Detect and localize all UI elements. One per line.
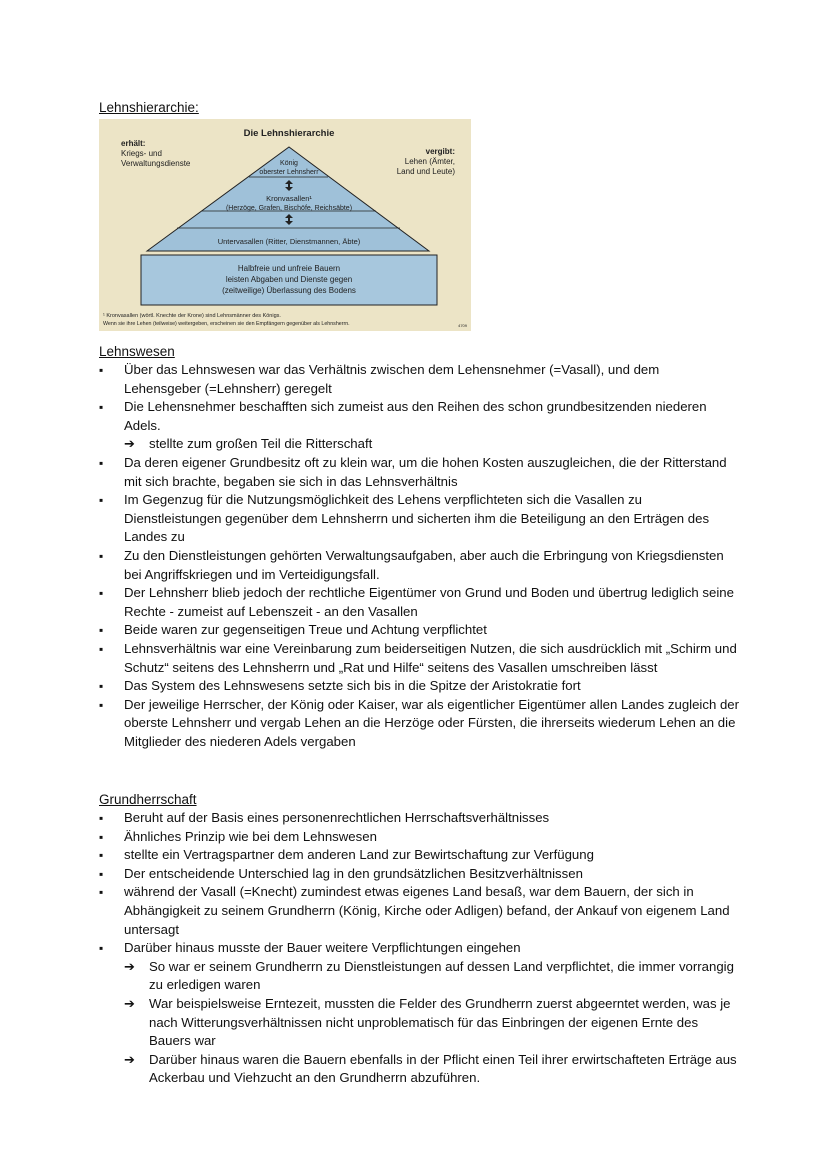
right-label-title: vergibt: (425, 147, 455, 156)
list-item (99, 491, 739, 547)
right-label-line: Land und Leute) (396, 167, 455, 176)
list-item (99, 361, 739, 398)
list-item (99, 939, 739, 958)
list-item-text: Zu den Dienstleistungen gehörten Verwaltungsaufgaben, aber auch die Erbringung von Kriegsdiensten bei Angriffskriegen und im Verteidigungsfall. (124, 547, 724, 582)
list-item (99, 828, 739, 847)
list-item-text: Darüber hinaus waren die Bauern ebenfalls in der Pflicht einen Teil ihrer erwirtschafteten Erträge aus Ackerbau und Viehzucht an den Grundherrn abzuführen. (149, 1051, 737, 1086)
arrow-right-icon: ➔ (124, 1051, 135, 1067)
list-item-text: Über das Lehnswesen war das Verhältnis zwischen dem Lehensnehmer (=Vasall), und dem Lehensgeber (=Lehnsherr) geregelt (124, 362, 660, 396)
left-label-title: erhält: (121, 139, 146, 148)
arrow-right-icon: ➔ (124, 436, 135, 452)
right-label-line: Lehen (Ämter, (404, 157, 455, 166)
level-untervasallen: Untervasallen (Ritter, Dienstmannen, Äbte) (217, 237, 361, 246)
list-item (99, 677, 739, 696)
diagram-code: 4709 (458, 323, 467, 328)
arrow-item (99, 995, 739, 1051)
heading-lehnswesen: Lehnswesen (99, 344, 175, 359)
heading-lehnshierarchie: Lehnshierarchie: (99, 100, 199, 115)
base-line: Halbfreie und unfreie Bauern (237, 264, 341, 273)
lehnshierarchie-diagram (99, 119, 471, 331)
list-item (99, 883, 739, 939)
list-item (99, 640, 739, 677)
list-item-text: stellte ein Vertragspartner dem anderen Land zur Bewirtschaftung zur Verfügung (124, 847, 594, 863)
arrow-right-icon: ➔ (124, 995, 135, 1011)
list-item (99, 865, 739, 884)
list-item-text: Beide waren zur gegenseitigen Treue und Achtung verpflichtet (124, 622, 487, 638)
diagram-footnote: ¹ Kronvasallen (wörtl. Knechte der Krone) sind Lehnsmänner des Königs. (103, 313, 281, 319)
left-label-line: Verwaltungsdienste (121, 159, 191, 168)
level-kronvasallen-sub: (Herzöge, Grafen, Bischöfe, Reichsäbte) (225, 205, 353, 212)
list-item-text: Das System des Lehnswesens setzte sich bis in die Spitze der Aristokratie fort (124, 678, 581, 694)
grundherrschaft-list (99, 809, 739, 1088)
list-item (99, 621, 739, 640)
list-item (99, 584, 739, 621)
list-item (99, 696, 739, 752)
base-line: (zeitweilige) Überlassung des Bodens (222, 286, 356, 295)
arrow-item (99, 435, 739, 454)
list-item (99, 454, 739, 491)
list-item-text: War beispielsweise Erntezeit, mussten die Felder des Grundherrn zuerst abgeerntet werden, was je nach Witterungsverhältnissen nicht unproblematisch für das Einbringen der eigenen Ernte des Bauers war (149, 995, 731, 1049)
arrow-item (99, 958, 739, 995)
list-item-text: Der Lehnsherr blieb jedoch der rechtliche Eigentümer von Grund und Boden und übertrug lediglich seine Rechte - zumeist auf Lebenszeit - an den Vasallen (124, 585, 734, 619)
level-koenig-sub: oberster Lehnsherr (259, 169, 319, 176)
list-item-text: Ähnliches Prinzip wie bei dem Lehnswesen (124, 828, 377, 844)
level-koenig: König (280, 160, 298, 167)
list-item-text: Da deren eigener Grundbesitz oft zu klein war, um die hohen Kosten auszugleichen, die der Ritterstand mit sich brachte, begaben sie sich in das Lehnsverhältnis (124, 454, 727, 489)
list-item (99, 398, 739, 435)
list-item-text: Darüber hinaus musste der Bauer weitere Verpflichtungen eingehen (124, 940, 521, 956)
diagram-footnote: Wenn sie ihre Lehen (teilweise) weitergeben, erscheinen sie den Empfängern gegenüber als Lehnsherrn. (103, 321, 350, 327)
list-item (99, 809, 739, 828)
list-item-text: Im Gegenzug für die Nutzungsmöglichkeit des Lehens verpflichteten sich die Vasallen zu Dienstleistungen gegenüber dem Lehnsherrn und sicherten ihm die Beteiligung an den Erträgen des Landes zu (124, 492, 710, 545)
lehnswesen-list (99, 361, 739, 751)
list-item-text: Die Lehensnehmer beschafften sich zumeist aus den Reihen des schon grundbesitzenden niederen Adels. (124, 399, 707, 433)
list-item-text: Der entscheidende Unterschied lag in den grundsätzlichen Besitzverhältnissen (124, 865, 583, 881)
base-line: leisten Abgaben und Dienste gegen (225, 275, 353, 284)
left-label-line: Kriegs- und (121, 149, 162, 158)
heading-grundherrschaft: Grundherrschaft (99, 792, 197, 807)
diagram-title: Die Lehnshierarchie (243, 128, 335, 139)
list-item-text: Beruht auf der Basis eines personenrechtlichen Herrschaftsverhältnisses (124, 810, 550, 825)
list-item (99, 547, 739, 584)
list-item-text: während der Vasall (=Knecht) zumindest etwas eigenes Land besaß, war dem Bauern, der sich in Abhängigkeit zu seinem Grundherrn (König, Kirche oder Adligen) befand, der Ankauf von eigenem Land untersagt (124, 884, 730, 937)
list-item-text: Der jeweilige Herrscher, der König oder Kaiser, war als eigentlicher Eigentümer allen Landes zugleich der oberste Lehnsherr und vergab Lehen an die Herzöge oder Fürsten, die ihrerseits wiederum Lehen an die Mitglieder des niederen Adels vergaben (124, 696, 740, 749)
list-item-text: Lehnsverhältnis war eine Vereinbarung zum beiderseitigen Nutzen, die sich ausdrücklich mit „Schirm und Schutz“ seitens des Lehnsherrn und „Rat und Hilfe“ seitens des Vasallen umschreiben lässt (124, 640, 737, 675)
level-kronvasallen: Kronvasallen¹ (266, 194, 312, 203)
arrow-item (99, 1051, 739, 1088)
arrow-right-icon: ➔ (124, 958, 135, 974)
list-item (99, 846, 739, 865)
list-item-text: So war er seinem Grundherrn zu Dienstleistungen auf dessen Land verpflichtet, die immer vorrangig zu erledigen waren (149, 958, 734, 993)
list-item-text: stellte zum großen Teil die Ritterschaft (149, 436, 373, 452)
